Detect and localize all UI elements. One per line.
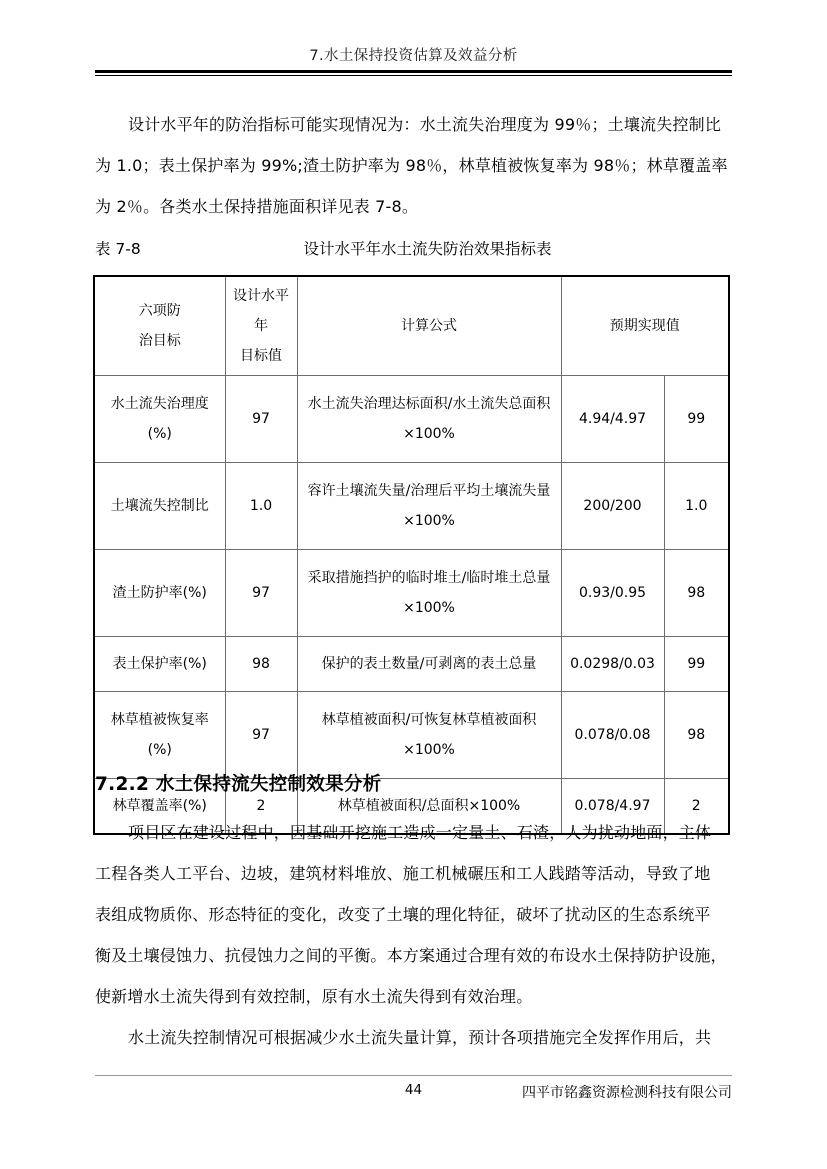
cell-target: 97 [225, 692, 297, 779]
cell-expected-ratio: 0.078/4.97 [561, 779, 664, 835]
formula-line-2: ×100% [403, 426, 455, 442]
cell-target: 98 [225, 637, 297, 692]
indicator-line-2: (%) [147, 742, 172, 758]
header-target-line-1: 设计水平年 [233, 288, 289, 334]
table-row [94, 637, 729, 692]
cell-expected-ratio: 0.0298/0.03 [561, 637, 664, 692]
cell-indicator [94, 550, 225, 637]
cell-indicator [94, 463, 225, 550]
table-row [94, 550, 729, 637]
paragraph-one-line-3: 为 2％。各类水土保持措施面积详见表 7-8。 [95, 197, 419, 216]
formula-line-1: 容许土壤流失量/治理后平均土壤流失量 [307, 483, 551, 499]
cell-formula [297, 692, 561, 779]
table-caption [95, 238, 732, 260]
table-caption-title: 设计水平年水土流失防治效果指标表 [303, 240, 552, 258]
table-header-row [94, 276, 729, 376]
cell-indicator [94, 376, 225, 463]
paragraph-two-line-2: 工程各类人工平台、边坡，建筑材料堆放、施工机械碾压和工人践踏等活动，导致了地 [95, 864, 711, 883]
cell-target: 2 [225, 779, 297, 835]
footer-rule [95, 1075, 732, 1076]
formula-line-1: 林草植被面积/总面积×100% [337, 798, 521, 814]
cell-expected-value: 99 [664, 376, 729, 463]
cell-expected-value: 99 [664, 637, 729, 692]
cell-expected-ratio: 0.93/0.95 [561, 550, 664, 637]
paragraph-two-line-4: 衡及土壤侵蚀力、抗侵蚀力之间的平衡。本方案通过合理有效的布设水土保持防护设施， [95, 946, 727, 965]
paragraph-two-line-5: 使新增水土流失得到有效控制，原有水土流失得到有效治理。 [95, 987, 533, 1006]
formula-line-1: 保护的表土数量/可剥离的表土总量 [321, 656, 537, 672]
section-heading: 7.2.2 水土保持流失控制效果分析 [95, 774, 382, 795]
cell-formula [297, 463, 561, 550]
indicator-line-1: 土壤流失控制比 [110, 498, 209, 514]
header-cell-expected: 预期实现值 [561, 276, 729, 376]
cell-formula [297, 376, 561, 463]
paragraph-one-text [95, 104, 732, 227]
formula-line-1: 采取措施挡护的临时堆土/临时堆土总量 [307, 570, 551, 586]
cell-expected-value: 98 [664, 692, 729, 779]
header-target-line-2: 目标值 [240, 348, 282, 364]
table-row [94, 463, 729, 550]
paragraph-two-text [95, 812, 732, 1017]
formula-line-2: ×100% [403, 513, 455, 529]
cell-formula [297, 550, 561, 637]
header-indicator-line-1: 六项防 [138, 303, 181, 319]
paragraph-two-line-3: 表组成物质你、形态特征的变化，改变了土壤的理化特征，破坏了扰动区的生态系统平 [95, 905, 711, 924]
cell-target: 97 [225, 376, 297, 463]
indicator-line-1: 水土流失治理度 [110, 396, 209, 412]
cell-expected-value: 1.0 [664, 463, 729, 550]
cell-target: 1.0 [225, 463, 297, 550]
table-7-8 [93, 275, 730, 835]
cell-target: 97 [225, 550, 297, 637]
cell-expected-ratio: 4.94/4.97 [561, 376, 664, 463]
cell-expected-value: 98 [664, 550, 729, 637]
header-cell-indicator [94, 276, 225, 376]
paragraph-two [95, 812, 732, 1017]
formula-line-1: 水土流失治理达标面积/水土流失总面积 [307, 396, 551, 412]
paragraph-three [95, 1017, 732, 1058]
header-rule-thin [95, 75, 732, 76]
paragraph-one-line-1: 设计水平年的防治指标可能实现情况为：水土流失治理度为 99％；土壤流失控制比 [128, 115, 722, 134]
table-row [94, 692, 729, 779]
cell-indicator [94, 692, 225, 779]
cell-indicator [94, 637, 225, 692]
cell-formula [297, 637, 561, 692]
footer-company-name: 四平市铭鑫资源检测科技有限公司 [522, 1085, 732, 1101]
indicator-line-1: 林草覆盖率(%) [112, 798, 207, 814]
header-cell-target [225, 276, 297, 376]
cell-expected-ratio: 0.078/0.08 [561, 692, 664, 779]
formula-line-2: ×100% [403, 600, 455, 616]
formula-line-1: 林草植被面积/可恢复林草植被面积 [321, 712, 537, 728]
header-rule-thick [95, 70, 732, 73]
paragraph-three-text [95, 1017, 732, 1058]
running-header [95, 46, 732, 66]
footer-page-number: 44 [404, 1082, 423, 1098]
paragraph-two-line-1: 项目区在建设过程中，因基础开挖施工造成一定量土、石渣，人为扰动地面，主体 [128, 823, 712, 842]
paragraph-one [95, 104, 732, 227]
indicator-line-1: 渣土防护率(%) [112, 585, 207, 601]
paragraph-one-line-2: 为 1.0；表土保护率为 99%;渣土防护率为 98％，林草植被恢复率为 98％；林草覆盖率 [95, 156, 728, 175]
paragraph-three-line-1: 水土流失控制情况可根据减少水土流失量计算，预计各项措施完全发挥作用后，共 [128, 1028, 712, 1047]
cell-expected-value: 2 [664, 779, 729, 835]
running-header-title: 7.水土保持投资估算及效益分析 [309, 48, 518, 64]
indicator-line-1: 表土保护率(%) [112, 656, 207, 672]
cell-expected-ratio: 200/200 [561, 463, 664, 550]
indicator-line-2: (%) [147, 426, 172, 442]
indicator-line-1: 林草植被恢复率 [110, 712, 209, 728]
header-cell-formula: 计算公式 [297, 276, 561, 376]
table-row [94, 376, 729, 463]
header-indicator-line-2: 治目标 [138, 333, 181, 349]
table-caption-number: 表 7-8 [95, 240, 141, 258]
page-footer [95, 1082, 732, 1106]
formula-line-2: ×100% [403, 742, 455, 758]
